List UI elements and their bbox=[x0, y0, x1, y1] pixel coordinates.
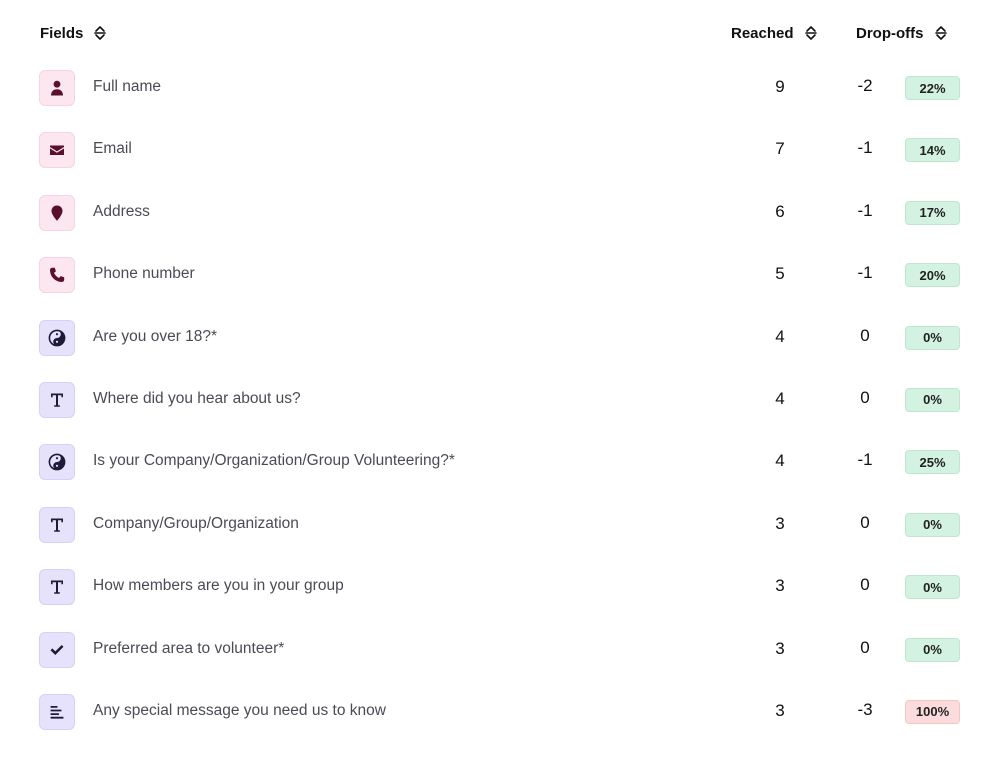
dropoff-percent-badge: 0% bbox=[905, 638, 960, 662]
table-row[interactable] bbox=[0, 556, 1000, 618]
fields-column-header[interactable] bbox=[40, 22, 107, 44]
dropoff-percent-badge: 17% bbox=[905, 201, 960, 225]
table-body bbox=[0, 57, 1000, 743]
field-type-icon-box bbox=[39, 382, 75, 418]
dropoff-percent-badge: 0% bbox=[905, 388, 960, 412]
dropoff-count: -1 bbox=[857, 200, 873, 220]
person-icon bbox=[48, 79, 66, 97]
reached-count: 4 bbox=[775, 326, 785, 346]
reached-count: 4 bbox=[775, 451, 785, 471]
dropoff-count: -2 bbox=[857, 76, 873, 95]
field-type-icon-box bbox=[39, 132, 75, 168]
field-type-icon-box bbox=[39, 694, 75, 730]
field-type-icon-box bbox=[39, 320, 75, 356]
dropoff-percent-badge: 0% bbox=[905, 513, 960, 537]
reached-count: 9 bbox=[775, 77, 785, 96]
dropoff-percent-badge: 25% bbox=[905, 450, 960, 474]
dropoff-count: 0 bbox=[860, 512, 870, 532]
field-name: Company/Group/Organization bbox=[93, 514, 299, 532]
field-type-icon-box bbox=[39, 569, 75, 605]
table-row[interactable] bbox=[0, 119, 1000, 181]
sort-fields-icon[interactable] bbox=[93, 25, 107, 41]
dropoff-percent-badge: 22% bbox=[905, 76, 960, 100]
dropoff-percent-badge: 100% bbox=[905, 700, 960, 724]
text-t-icon bbox=[48, 516, 66, 534]
field-type-icon-box bbox=[39, 444, 75, 480]
reached-count: 4 bbox=[775, 388, 785, 408]
reached-count: 3 bbox=[775, 638, 785, 658]
field-type-icon-box bbox=[39, 70, 75, 106]
table-row[interactable] bbox=[0, 244, 1000, 306]
dropoffs-column-header[interactable] bbox=[856, 22, 948, 44]
dropoff-count: -1 bbox=[857, 138, 873, 158]
table-row[interactable] bbox=[0, 307, 1000, 369]
field-type-icon-box bbox=[39, 632, 75, 668]
field-type-icon-box bbox=[39, 507, 75, 543]
field-name: Phone number bbox=[93, 265, 195, 283]
sort-reached-icon[interactable] bbox=[804, 25, 818, 41]
yin-yang-icon bbox=[48, 453, 66, 471]
table-row[interactable] bbox=[0, 431, 1000, 493]
field-name: Address bbox=[93, 202, 150, 220]
long-text-icon bbox=[48, 703, 66, 721]
table-row[interactable] bbox=[0, 182, 1000, 244]
text-t-icon bbox=[48, 578, 66, 596]
reached-header-label: Reached bbox=[731, 24, 794, 42]
reached-count: 6 bbox=[775, 201, 785, 221]
dropoff-count: -1 bbox=[857, 263, 873, 283]
dropoff-count: -3 bbox=[857, 699, 873, 719]
fields-header-label: Fields bbox=[40, 24, 84, 42]
dropoff-count: -1 bbox=[857, 450, 873, 470]
phone-icon bbox=[48, 266, 66, 284]
field-name: Preferred area to volunteer* bbox=[93, 639, 285, 657]
yin-yang-icon bbox=[48, 329, 66, 347]
dropoff-count: 0 bbox=[860, 325, 870, 345]
dropoff-count: 0 bbox=[860, 575, 870, 595]
reached-count: 5 bbox=[775, 264, 785, 284]
reached-count: 3 bbox=[775, 576, 785, 596]
table-row[interactable] bbox=[0, 494, 1000, 556]
field-name: Is your Company/Organization/Group Volunteering?* bbox=[93, 452, 455, 470]
field-name: Full name bbox=[93, 78, 162, 95]
table-header bbox=[0, 0, 1000, 64]
reached-count: 3 bbox=[775, 700, 785, 720]
table-row[interactable] bbox=[0, 681, 1000, 743]
field-name: How members are you in your group bbox=[93, 577, 344, 595]
sort-dropoffs-icon[interactable] bbox=[934, 25, 948, 41]
dropoff-count: 0 bbox=[860, 387, 870, 407]
table-row[interactable] bbox=[0, 619, 1000, 681]
table-row[interactable] bbox=[0, 369, 1000, 431]
dropoff-percent-badge: 0% bbox=[905, 326, 960, 350]
envelope-icon bbox=[48, 141, 66, 159]
field-name: Email bbox=[93, 140, 132, 158]
reached-count: 7 bbox=[775, 139, 785, 159]
field-name: Any special message you need us to know bbox=[93, 701, 386, 719]
reached-count: 3 bbox=[775, 513, 785, 533]
field-name: Are you over 18?* bbox=[93, 327, 218, 345]
dropoff-percent-badge: 20% bbox=[905, 263, 960, 287]
field-name: Where did you hear about us? bbox=[93, 389, 301, 407]
field-type-icon-box bbox=[39, 195, 75, 231]
dropoff-percent-badge: 14% bbox=[905, 138, 960, 162]
dropoff-percent-badge: 0% bbox=[905, 575, 960, 599]
checkmark-icon bbox=[48, 641, 66, 659]
reached-column-header[interactable] bbox=[731, 22, 818, 44]
location-pin-icon bbox=[48, 204, 66, 222]
field-type-icon-box bbox=[39, 257, 75, 293]
table-row[interactable] bbox=[0, 57, 1000, 119]
dropoff-count: 0 bbox=[860, 637, 870, 657]
dropoffs-header-label: Drop-offs bbox=[856, 24, 924, 42]
text-t-icon bbox=[48, 391, 66, 409]
